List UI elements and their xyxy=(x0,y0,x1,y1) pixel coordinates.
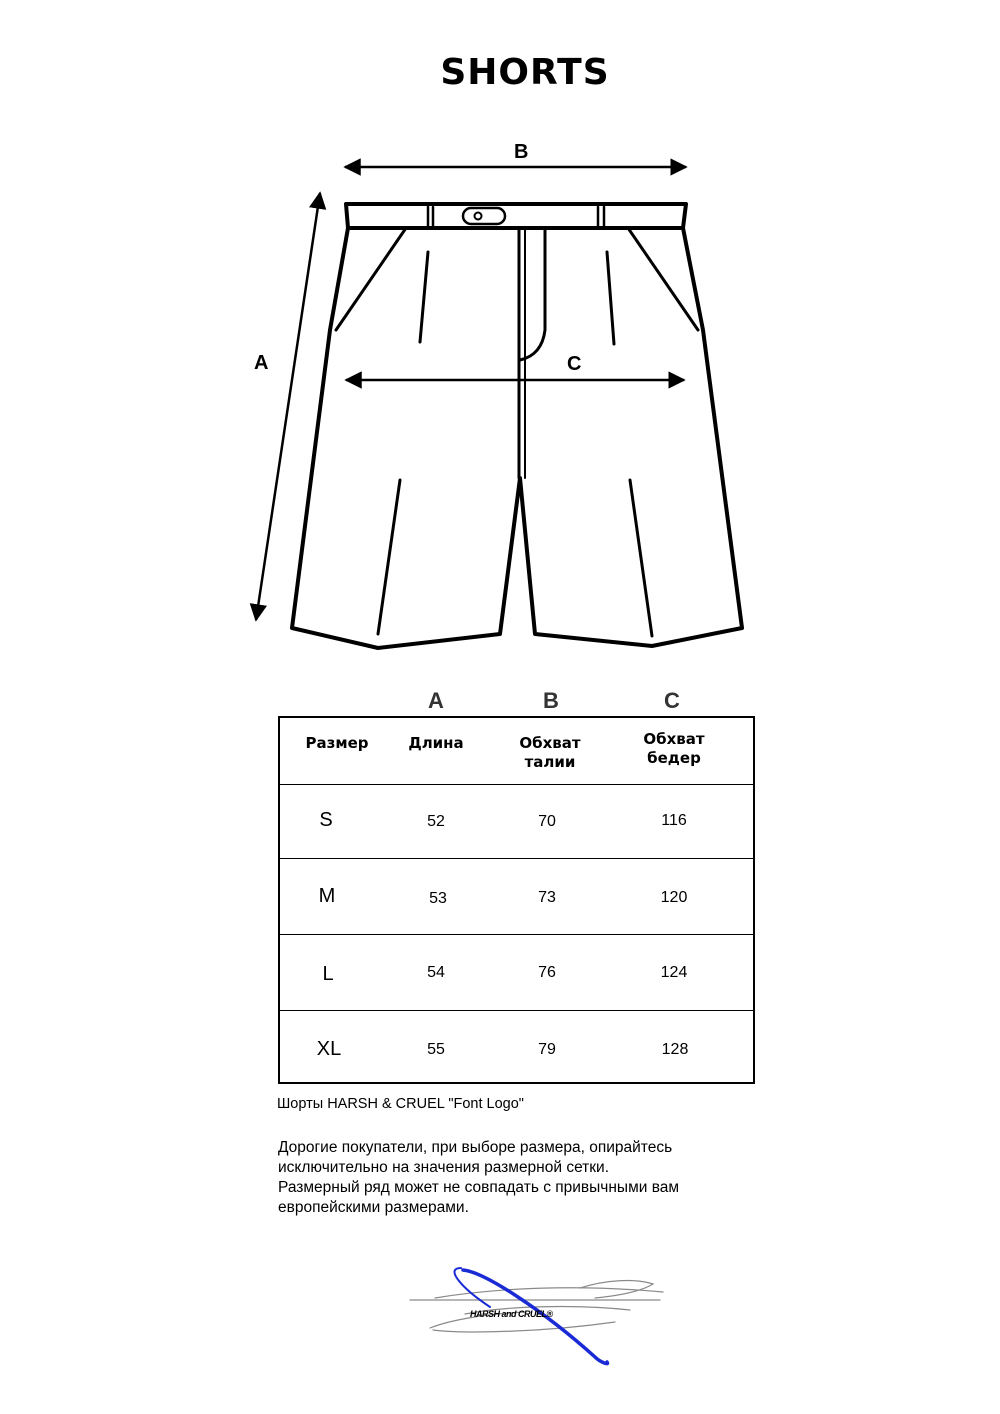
page-title: SHORTS xyxy=(440,52,610,93)
note-line: европейскими размерами. xyxy=(278,1199,469,1216)
column-letter-a: A xyxy=(428,688,444,713)
dimension-b-label: B xyxy=(514,141,529,163)
column-letter-b: B xyxy=(543,688,559,713)
row-size: XL xyxy=(316,1038,342,1060)
row-waist: 73 xyxy=(538,889,556,906)
row-length: 54 xyxy=(427,964,445,981)
note-line: Размерный ряд может не совпадать с привычными вам xyxy=(278,1179,680,1196)
row-size: M xyxy=(318,885,336,907)
row-size: S xyxy=(319,809,333,831)
row-waist: 70 xyxy=(538,813,556,830)
shorts-diagram xyxy=(0,0,1000,680)
brand-logo-text: HARSH and CRUEL® xyxy=(470,1309,553,1319)
row-length: 53 xyxy=(429,890,447,907)
row-waist: 76 xyxy=(538,964,556,981)
dimension-a-arrow xyxy=(256,193,320,620)
header-size: Размер xyxy=(305,734,369,752)
header-waist: Обхват талии xyxy=(519,734,581,771)
row-hips: 124 xyxy=(660,964,688,981)
table-row xyxy=(280,934,753,1010)
row-length: 52 xyxy=(427,813,445,830)
note-line: Дорогие покупатели, при выборе размера, опирайтесь xyxy=(278,1139,673,1156)
row-hips: 120 xyxy=(660,889,688,906)
size-note xyxy=(278,1138,738,1218)
column-letter-c: C xyxy=(664,688,680,713)
dimension-a-label: A xyxy=(254,352,269,374)
dimension-c-label: C xyxy=(567,353,582,375)
row-hips: 128 xyxy=(661,1041,689,1058)
size-table xyxy=(278,716,755,1084)
header-length: Длина xyxy=(408,734,464,752)
table-header-row xyxy=(280,718,753,784)
shorts-outline xyxy=(292,204,742,648)
row-waist: 79 xyxy=(538,1041,556,1058)
note-line: исключительно на значения размерной сетки. xyxy=(278,1159,610,1176)
table-row xyxy=(280,858,753,934)
row-length: 55 xyxy=(427,1041,445,1058)
product-caption: Шорты HARSH & CRUEL "Font Logo" xyxy=(277,1096,524,1112)
row-size: L xyxy=(322,963,334,985)
row-hips: 116 xyxy=(661,812,687,829)
table-row xyxy=(280,784,753,858)
table-row xyxy=(280,1010,753,1082)
header-hips: Обхват бедер xyxy=(643,730,705,767)
